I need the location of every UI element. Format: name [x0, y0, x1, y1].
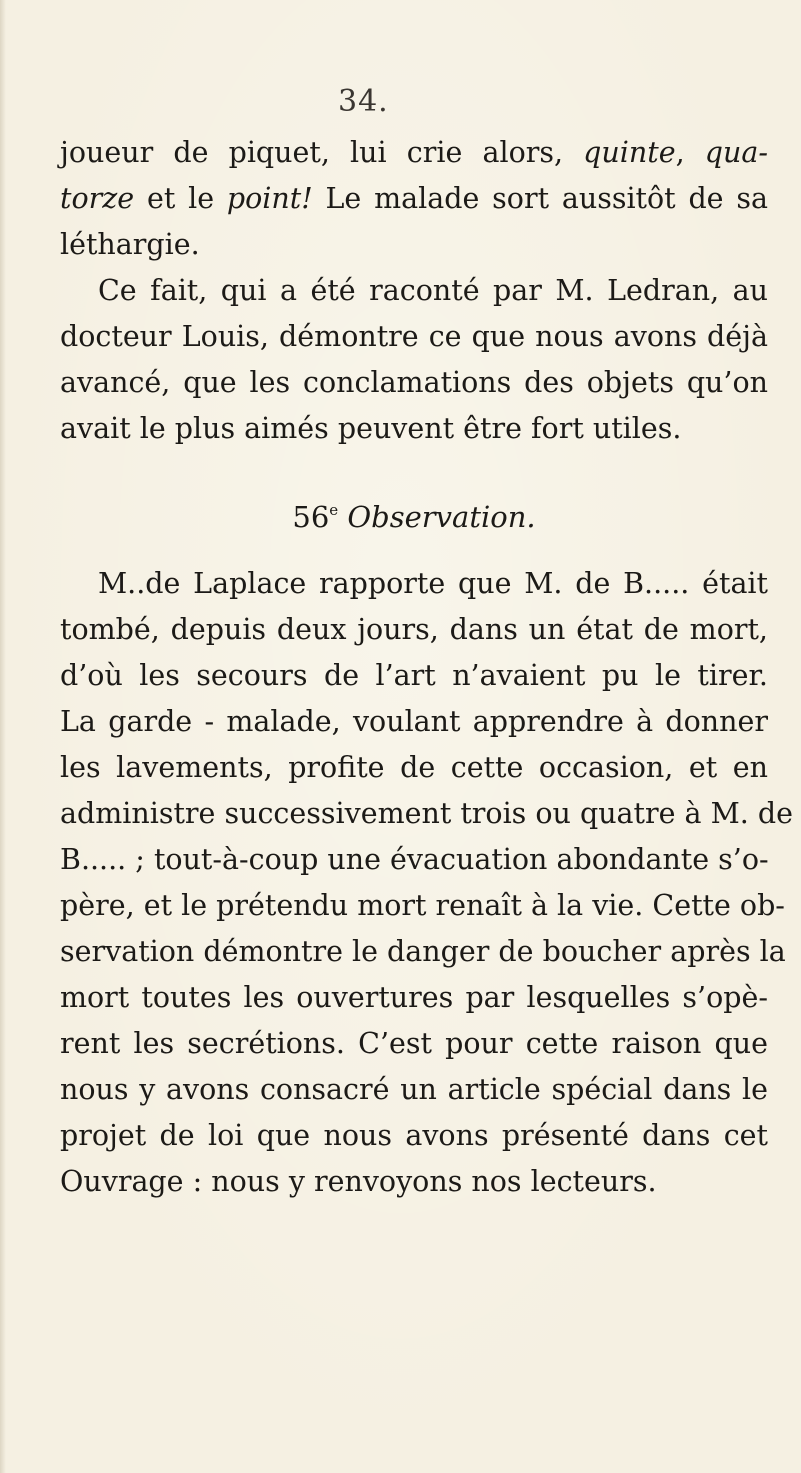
paragraph-1-2: [60, 130, 768, 452]
text-line: B..... ; tout-à-coup une évacuation abondante s’o-: [60, 843, 769, 876]
text-line: mort toutes les ouvertures par lesquelles s’opè-: [60, 981, 768, 1014]
text-line: avancé, que les conclamations des objets qu’on: [60, 366, 768, 399]
observation-number: [292, 500, 338, 534]
text-line: Ouvrage : nous y renvoyons nos lecteurs.: [60, 1165, 657, 1198]
text-line: servation démontre le danger de boucher après la: [60, 935, 786, 968]
italic-run: quinte: [583, 136, 676, 169]
text-line: administre successivement trois ou quatre à M. de: [60, 797, 793, 830]
text-line: M..de Laplace rapporte que M. de B..... était: [98, 567, 768, 600]
text-line: La garde - malade, voulant apprendre à donner: [60, 705, 768, 738]
italic-run: point!: [226, 182, 313, 215]
text-run: joueur de piquet, lui crie alors,: [60, 136, 584, 169]
observation-title: Observation.: [347, 500, 536, 534]
text-line: tombé, depuis deux jours, dans un état de mort,: [60, 613, 768, 646]
italic-run: qua-: [704, 136, 768, 169]
text-line: docteur Louis, démontre ce que nous avons déjà: [60, 320, 768, 353]
text-line: d’où les secours de l’art n’avaient pu le tirer.: [60, 659, 768, 692]
text-line: les lavements, profite de cette occasion, et en: [60, 751, 768, 784]
heading-suffix: e: [329, 501, 339, 519]
text-line: [60, 130, 768, 176]
page-gutter: [0, 0, 6, 1473]
paragraph-3: [60, 561, 793, 1205]
text-run: Le malade sort aussitôt de sa: [312, 182, 768, 215]
text-line: nous y avons consacré un article spécial dans le: [60, 1073, 768, 1106]
text-line: avait le plus aimés peuvent être fort utiles.: [60, 412, 682, 445]
observation-heading: [60, 487, 768, 540]
text-run: et le: [134, 182, 227, 215]
text-line: [60, 176, 768, 222]
text-line: projet de loi que nous avons présenté dans cet: [60, 1119, 768, 1152]
page-number: 34.: [338, 84, 389, 119]
heading-number: 56: [292, 500, 330, 534]
text-line: rent les secrétions. C’est pour cette raison que: [60, 1027, 768, 1060]
text-run: ,: [675, 136, 705, 169]
text-line: léthargie.: [60, 228, 200, 261]
text-line: père, et le prétendu mort renaît à la vie. Cette ob-: [60, 889, 785, 922]
text-line: Ce fait, qui a été raconté par M. Ledran, au: [98, 274, 768, 307]
italic-run: torze: [60, 182, 135, 215]
